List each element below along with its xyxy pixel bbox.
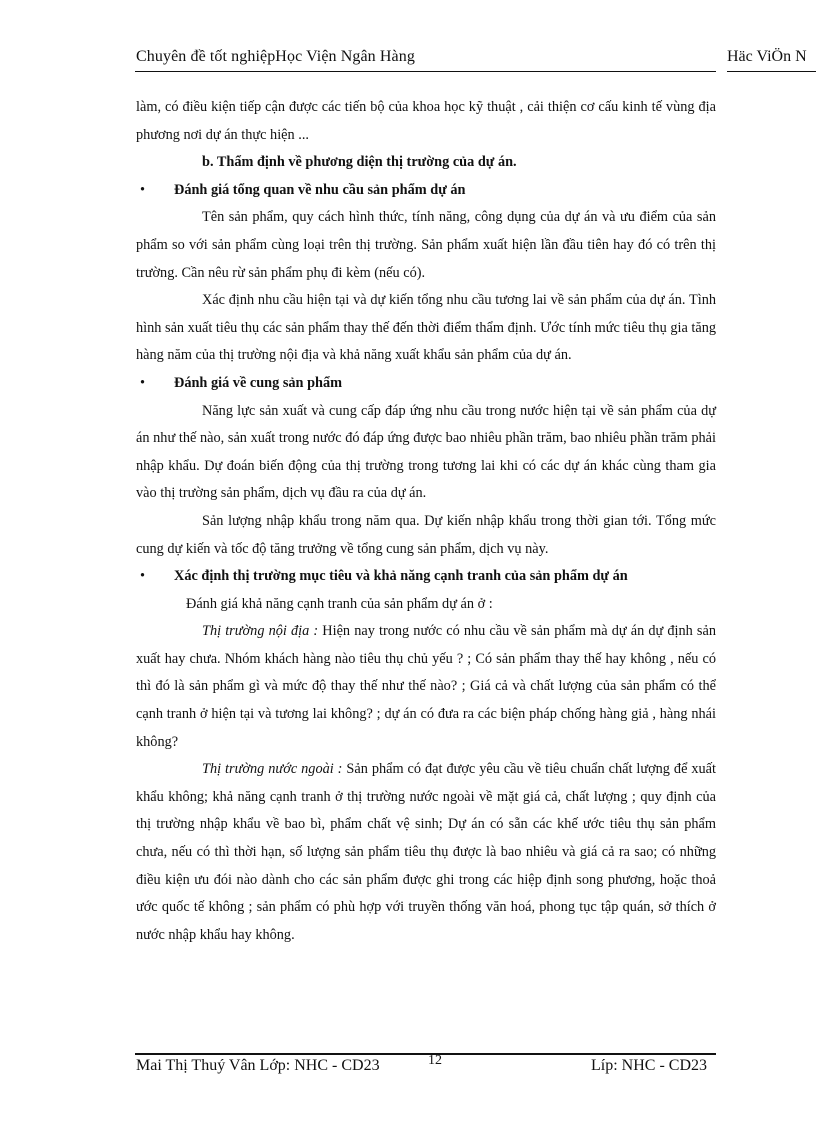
- header-rule-extension: [727, 71, 816, 72]
- paragraph-foreign-market: [136, 756, 716, 949]
- foreign-market-text: Sản phẩm có đạt được yêu cầu về tiêu chuẩn chất lượng để xuất khẩu không; khả năng cạnh tranh ở thị trường nước ngoài về mặt giá cả, chất lượng ; quy định của thị trường nhập khẩu về bao bì, phẩm chất vệ sinh; Dự án có sẵn các khế ước tiêu thụ sản phẩm chưa, nếu có thì thời hạn, số lượng sản phẩm tiêu thụ được là bao nhiêu và giá cả ra sao; có những điều kiện ưu đói nào dành cho các sản phẩm được ghi trong các hiệp định song phương, hoặc thoả ước quốc tế không ; sản phẩm có phù hợp với truyền thống văn hoá, phong tục tập quán, sở thích ở nước nhập khẩu hay không.: [136, 761, 716, 943]
- paragraph-competitiveness: Đánh giá khả năng cạnh tranh của sản phẩm dự án ở :: [186, 595, 493, 612]
- paragraph-domestic-market: [136, 618, 716, 756]
- bullet-icon: •: [140, 568, 146, 585]
- paragraph-imports: Sản lượng nhập khẩu trong năm qua. Dự kiến nhập khẩu trong thời gian tới. Tổng mức cung dự kiến và tốc độ tăng trưởng về tổng cung sản phẩm, dịch vụ này.: [136, 512, 716, 557]
- header-rule: [135, 71, 716, 72]
- domestic-market-label: Thị trường nội địa :: [202, 623, 319, 640]
- section-heading: b. Thẩm định về phương diện thị trường của dự án.: [202, 154, 517, 171]
- bullet-heading-demand: [136, 177, 716, 205]
- page-number: 12: [428, 1053, 442, 1068]
- foreign-market-label: Thị trường nước ngoài :: [202, 761, 343, 778]
- bullet-heading-text: Xác định thị trường mục tiêu và khả năng cạnh tranh của sản phẩm dự án: [174, 568, 628, 585]
- bullet-heading-text: Đánh giá tổng quan về nhu cầu sản phẩm dự án: [174, 181, 466, 198]
- paragraph-demand: Xác định nhu cầu hiện tại và dự kiến tổng nhu cầu tương lai về sản phẩm của dự án. Tình hình sản xuất tiêu thụ các sản phẩm thay thế đến thời điểm thẩm định. Ước tính mức tiêu thụ gia tăng hàng năm của thị trường nội địa và khả năng xuất khẩu sản phẩm của dự án.: [136, 292, 716, 364]
- bullet-heading-supply: [136, 370, 716, 398]
- document-body: [136, 94, 716, 949]
- footer-author: Mai Thị Thuý Vân Lớp: NHC - CD23: [136, 1057, 380, 1074]
- bullet-icon: •: [140, 374, 146, 391]
- header-right-text: Häc ViÖn N: [727, 48, 807, 65]
- footer-class: Líp: NHC - CD23: [591, 1057, 707, 1074]
- footer-rule: [135, 1053, 716, 1055]
- paragraph-intro: làm, có điều kiện tiếp cận được các tiến bộ của khoa học kỹ thuật , cải thiện cơ cấu kinh tế vùng địa phương nơi dự án thực hiện ...: [136, 99, 716, 143]
- paragraph-supply: Năng lực sản xuất và cung cấp đáp ứng nhu cầu trong nước hiện tại về sản phẩm của dự án như thế nào, sản xuất trong nước đó đáp ứng được bao nhiêu phần trăm, bao nhiêu phần trăm phải nhập khẩu. Dự đoán biến động của thị trường trong tương lai khi có các dự án khác cùng tham gia vào thị trường sản phẩm, dịch vụ đầu ra của dự án.: [136, 402, 716, 502]
- domestic-market-text: Hiện nay trong nước có nhu cầu về sản phẩm mà dự án dự định sản xuất hay chưa. Nhóm khách hàng nào tiêu thụ chủ yếu ? ; Có sản phẩm thay thế hay không , nếu có thì đó là sản phẩm gì và mức độ thay thế như thế nào? ; Giá cả và chất lượng của sản phẩm có thể cạnh tranh ở hiện tại và tương lai không? ; dự án có đưa ra các biện pháp chống hàng giả , hàng nhái không?: [136, 623, 716, 750]
- bullet-heading-target-market: [136, 563, 716, 591]
- bullet-icon: •: [140, 181, 146, 198]
- bullet-heading-text: Đánh giá về cung sản phẩm: [174, 374, 343, 391]
- header-title: Chuyên đề tốt nghiệpHọc Viện Ngân Hàng: [136, 48, 415, 65]
- paragraph-product: Tên sản phẩm, quy cách hình thức, tính năng, công dụng của dự án và ưu điểm của sản phẩm so với sản phẩm cùng loại trên thị trường. Sản phẩm xuất hiện lần đầu tiên hay đó có trên thị trường. Cần nêu rừ sản phẩm phụ đi kèm (nếu có).: [136, 209, 716, 281]
